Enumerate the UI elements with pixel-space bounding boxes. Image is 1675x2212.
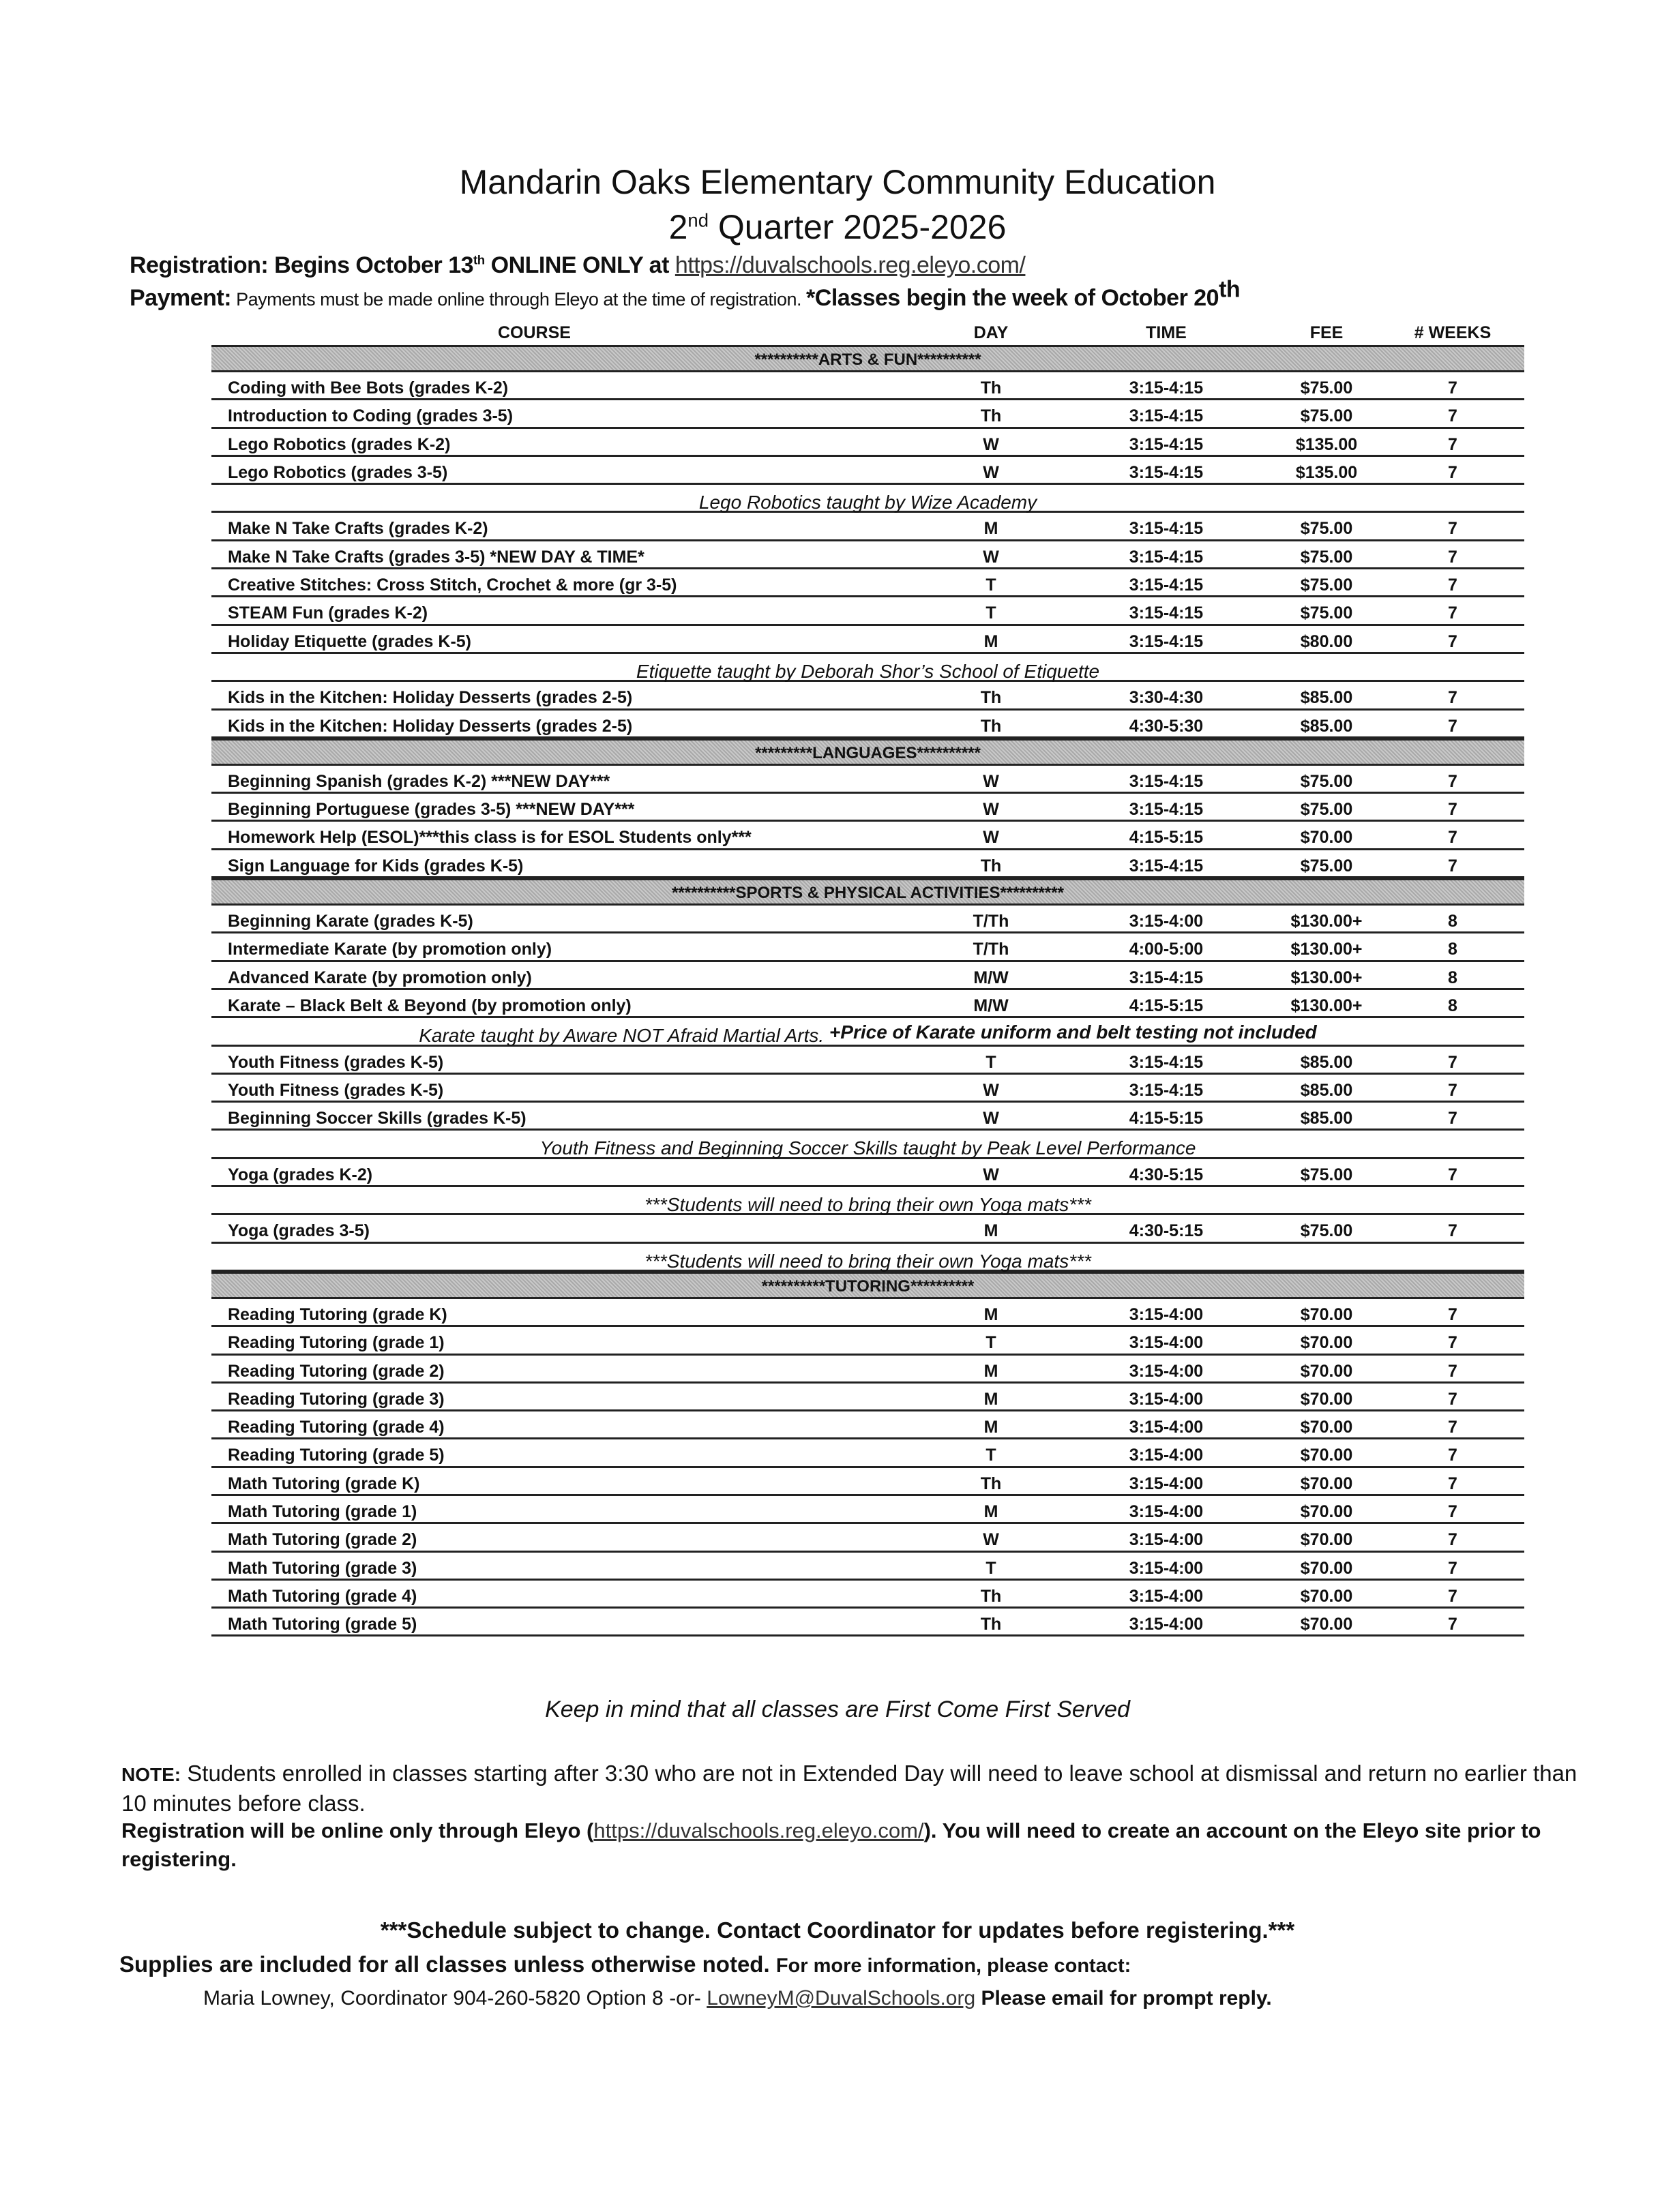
time-cell: 3:15-4:00 (1129, 1615, 1204, 1634)
day-cell: M (983, 1418, 998, 1437)
first-come-note: Keep in mind that all classes are First Come First Served (545, 1697, 1130, 1722)
fee-cell: $70.00 (1300, 1446, 1353, 1465)
weeks-cell: 7 (1448, 1389, 1457, 1409)
registration-note (121, 1817, 1588, 1874)
note-text: Students enrolled in classes starting after 3:30 who are not in Extended Day will need to leave school at dismissal and return no earlier than 10 minutes before class. (121, 1761, 1577, 1816)
dismissal-note (121, 1759, 1588, 1818)
course-cell: Make N Take Crafts (grades K-2) (228, 519, 488, 539)
weeks-cell: 7 (1448, 1109, 1457, 1129)
weeks-cell: 8 (1448, 912, 1457, 931)
course-cell: Beginning Soccer Skills (grades K-5) (228, 1109, 527, 1129)
time-cell: 3:15-4:15 (1129, 406, 1204, 426)
time-cell: 3:15-4:15 (1129, 434, 1204, 454)
table-row (211, 906, 1524, 933)
day-cell: M/W (973, 996, 1009, 1015)
day-cell: M (983, 1501, 998, 1521)
note-text (636, 657, 1100, 682)
time-cell: 3:15-4:15 (1129, 462, 1204, 482)
time-cell: 4:15-5:15 (1129, 828, 1204, 848)
time-cell: 3:15-4:00 (1129, 1446, 1204, 1465)
note-main-text: ***Students will need to bring their own Yoga mats*** (644, 1250, 1091, 1272)
col-header-fee: FEE (1309, 323, 1344, 342)
course-cell: Lego Robotics (grades K-2) (228, 434, 451, 454)
day-cell: T (985, 1333, 996, 1353)
table-row (211, 1327, 1524, 1355)
table-body (211, 345, 1524, 1636)
section-title: **********TUTORING********** (761, 1276, 975, 1296)
weeks-cell: 7 (1448, 1586, 1457, 1606)
course-cell: Math Tutoring (grade K) (228, 1474, 420, 1493)
note-main-text: Youth Fitness and Beginning Soccer Skills taught by Peak Level Performance (539, 1137, 1196, 1159)
time-cell: 3:30-4:30 (1129, 688, 1204, 708)
col-header-course: COURSE (498, 323, 571, 342)
day-cell: T/Th (973, 940, 1009, 959)
weeks-cell: 7 (1448, 1080, 1457, 1100)
day-cell: M (983, 1304, 998, 1324)
schedule-change-notice: ***Schedule subject to change. Contact Coordinator for updates before registering.*** (380, 1917, 1295, 1943)
supplies-note (119, 1952, 1131, 1977)
course-cell: Introduction to Coding (grades 3-5) (228, 406, 514, 426)
course-cell: Homework Help (ESOL)***this class is for ESOL Students only*** (228, 828, 752, 848)
table-row (211, 1553, 1524, 1581)
weeks-cell: 7 (1448, 1474, 1457, 1493)
course-cell: Reading Tutoring (grade 2) (228, 1361, 445, 1381)
course-cell: Sign Language for Kids (grades K-5) (228, 856, 524, 876)
day-cell: W (983, 462, 999, 482)
day-cell: W (983, 547, 999, 567)
table-row (211, 1609, 1524, 1636)
weeks-cell: 7 (1448, 1304, 1457, 1324)
time-cell: 4:30-5:15 (1129, 1221, 1204, 1241)
day-cell: M (983, 1389, 998, 1409)
col-header-weeks: # WEEKS (1414, 323, 1492, 342)
day-cell: Th (980, 856, 1002, 876)
table-row (211, 1524, 1524, 1552)
page-title: Mandarin Oaks Elementary Community Education (459, 163, 1216, 201)
course-cell: Math Tutoring (grade 2) (228, 1530, 417, 1550)
col-header-time: TIME (1146, 323, 1187, 342)
day-cell: W (983, 800, 999, 820)
course-cell: Intermediate Karate (by promotion only) (228, 940, 552, 959)
course-cell: Reading Tutoring (grade 3) (228, 1389, 445, 1409)
time-cell: 3:15-4:15 (1129, 856, 1204, 876)
time-cell: 3:15-4:15 (1129, 603, 1204, 623)
time-cell: 4:30-5:15 (1129, 1165, 1204, 1184)
fee-cell: $70.00 (1300, 1501, 1353, 1521)
time-cell: 4:15-5:15 (1129, 996, 1204, 1015)
course-cell: Reading Tutoring (grade 4) (228, 1418, 445, 1437)
course-cell: Creative Stitches: Cross Stitch, Crochet & more (gr 3-5) (228, 576, 677, 595)
weeks-cell: 7 (1448, 576, 1457, 595)
quarter-number: 2 (668, 208, 688, 246)
time-cell: 3:15-4:15 (1129, 771, 1204, 791)
table-row (211, 1439, 1524, 1467)
table-row (211, 429, 1524, 457)
weeks-cell: 7 (1448, 603, 1457, 623)
table-row (211, 1075, 1524, 1103)
fee-cell: $130.00+ (1290, 968, 1363, 987)
day-cell: M (983, 1361, 998, 1381)
schedule-table (211, 318, 1524, 1636)
section-header (211, 738, 1524, 766)
weeks-cell: 7 (1448, 1333, 1457, 1353)
fee-cell: $70.00 (1300, 1389, 1353, 1409)
course-cell: Math Tutoring (grade 5) (228, 1615, 417, 1634)
note-bold-text: +Price of Karate uniform and belt testing not included (829, 1021, 1317, 1043)
table-row (211, 569, 1524, 597)
time-cell: 3:15-4:15 (1129, 1080, 1204, 1100)
quarter-text: Quarter 2025-2026 (709, 208, 1007, 246)
time-cell: 3:15-4:00 (1129, 1501, 1204, 1521)
time-cell: 4:30-5:30 (1129, 716, 1204, 736)
fee-cell: $85.00 (1300, 688, 1353, 708)
course-cell: Yoga (grades K-2) (228, 1165, 373, 1184)
fee-cell: $70.00 (1300, 1418, 1353, 1437)
fee-cell: $80.00 (1300, 631, 1353, 651)
instructor-note-row (211, 1244, 1524, 1272)
fee-cell: $70.00 (1300, 1361, 1353, 1381)
fee-cell: $70.00 (1300, 1586, 1353, 1606)
table-row (211, 1159, 1524, 1187)
fee-cell: $130.00+ (1290, 912, 1363, 931)
table-row (211, 1384, 1524, 1411)
fee-cell: $75.00 (1300, 406, 1353, 426)
time-cell: 3:15-4:15 (1129, 378, 1204, 398)
col-header-day: DAY (973, 323, 1009, 342)
table-row (211, 962, 1524, 990)
course-cell: Reading Tutoring (grade K) (228, 1304, 447, 1324)
day-cell: M/W (973, 968, 1009, 987)
fee-cell: $70.00 (1300, 1304, 1353, 1324)
contact-text: Maria Lowney, Coordinator 904-260-5820 Option 8 -or- (203, 1987, 707, 2009)
note-main-text: Karate taught by Aware NOT Afraid Martial Arts. (419, 1025, 829, 1047)
table-row (211, 850, 1524, 878)
course-cell: Holiday Etiquette (grades K-5) (228, 631, 471, 651)
weeks-cell: 7 (1448, 1052, 1457, 1072)
time-cell: 3:15-4:00 (1129, 1474, 1204, 1493)
registration-suffix: th (473, 252, 485, 267)
fee-cell: $130.00+ (1290, 940, 1363, 959)
day-cell: T (985, 1558, 996, 1578)
instructor-note-row (211, 1131, 1524, 1159)
fee-cell: $85.00 (1300, 716, 1353, 736)
weeks-cell: 7 (1448, 1446, 1457, 1465)
course-cell: Lego Robotics (grades 3-5) (228, 462, 448, 482)
day-cell: T (985, 1446, 996, 1465)
table-row (211, 990, 1524, 1018)
fee-cell: $135.00 (1295, 434, 1358, 454)
weeks-cell: 7 (1448, 631, 1457, 651)
weeks-cell: 7 (1448, 1418, 1457, 1437)
registration-note-after: ). You will need to create an account on the Eleyo site prior to registering. (121, 1819, 1541, 1871)
payment-line (130, 276, 1241, 312)
time-cell: 3:15-4:15 (1129, 968, 1204, 987)
weeks-cell: 7 (1448, 1530, 1457, 1550)
course-cell: Make N Take Crafts (grades 3-5) *NEW DAY & TIME* (228, 547, 644, 567)
table-row (211, 541, 1524, 569)
weeks-cell: 7 (1448, 828, 1457, 848)
quarter-subtitle (0, 207, 1675, 247)
course-cell: Reading Tutoring (grade 1) (228, 1333, 445, 1353)
table-row (211, 1356, 1524, 1384)
fee-cell: $75.00 (1300, 519, 1353, 539)
table-row (211, 626, 1524, 654)
more-info-text: For more information, please contact: (775, 1955, 1131, 1977)
registration-label: Registration: Begins October 13 (130, 252, 474, 278)
contact-email-link[interactable]: LowneyM@DuvalSchools.org (707, 1987, 976, 2009)
fee-cell: $75.00 (1300, 1221, 1353, 1241)
weeks-cell: 8 (1448, 968, 1457, 987)
table-row (211, 1496, 1524, 1524)
fee-cell: $75.00 (1300, 856, 1353, 876)
weeks-cell: 7 (1448, 1558, 1457, 1578)
course-cell: Math Tutoring (grade 4) (228, 1586, 417, 1606)
weeks-cell: 7 (1448, 547, 1457, 567)
note-text (539, 1134, 1196, 1159)
fee-cell: $85.00 (1300, 1080, 1353, 1100)
weeks-cell: 7 (1448, 406, 1457, 426)
day-cell: W (983, 1080, 999, 1100)
note-main-text: Etiquette taught by Deborah Shor’s School of Etiquette (636, 660, 1100, 682)
course-cell: Coding with Bee Bots (grades K-2) (228, 378, 509, 398)
weeks-cell: 7 (1448, 688, 1457, 708)
table-row (211, 1047, 1524, 1075)
weeks-cell: 8 (1448, 940, 1457, 959)
day-cell: W (983, 434, 999, 454)
time-cell: 3:15-4:15 (1129, 800, 1204, 820)
course-cell: Youth Fitness (grades K-5) (228, 1052, 444, 1072)
table-row (211, 1299, 1524, 1327)
time-cell: 3:15-4:00 (1129, 1586, 1204, 1606)
contact-reply-note: Please email for prompt reply. (975, 1987, 1272, 2009)
day-cell: Th (980, 406, 1002, 426)
time-cell: 3:15-4:00 (1129, 1389, 1204, 1409)
course-cell: Beginning Karate (grades K-5) (228, 912, 473, 931)
day-cell: M (983, 519, 998, 539)
weeks-cell: 8 (1448, 996, 1457, 1015)
classes-begin-text: *Classes begin the week of October 20 (806, 285, 1219, 311)
fee-cell: $75.00 (1300, 1165, 1353, 1184)
table-header (211, 318, 1524, 345)
fee-cell: $70.00 (1300, 1558, 1353, 1578)
quarter-suffix: nd (687, 209, 709, 231)
table-row (211, 1468, 1524, 1496)
table-row (211, 1581, 1524, 1609)
classes-begin-suffix: th (1219, 276, 1241, 303)
fee-cell: $75.00 (1300, 800, 1353, 820)
fee-cell: $75.00 (1300, 603, 1353, 623)
course-cell: Beginning Spanish (grades K-2) ***NEW DAY*** (228, 771, 610, 791)
time-cell: 3:15-4:15 (1129, 631, 1204, 651)
fee-cell: $130.00+ (1290, 996, 1363, 1015)
weeks-cell: 7 (1448, 1615, 1457, 1634)
weeks-cell: 7 (1448, 856, 1457, 876)
day-cell: Th (980, 378, 1002, 398)
table-row (211, 1411, 1524, 1439)
table-row (211, 766, 1524, 794)
table-row (211, 372, 1524, 400)
note-text (419, 1021, 1317, 1047)
time-cell: 4:00-5:00 (1129, 940, 1204, 959)
time-cell: 3:15-4:00 (1129, 1333, 1204, 1353)
day-cell: T (985, 576, 996, 595)
day-cell: Th (980, 688, 1002, 708)
supplies-text: Supplies are included for all classes unless otherwise noted. (119, 1952, 776, 1977)
day-cell: Th (980, 1586, 1002, 1606)
fee-cell: $70.00 (1300, 1615, 1353, 1634)
fee-cell: $135.00 (1295, 462, 1358, 482)
table-row (211, 513, 1524, 541)
fee-cell: $75.00 (1300, 378, 1353, 398)
section-title: **********SPORTS & PHYSICAL ACTIVITIES********** (672, 884, 1064, 903)
course-cell: STEAM Fun (grades K-2) (228, 603, 428, 623)
table-row (211, 400, 1524, 428)
fee-cell: $75.00 (1300, 576, 1353, 595)
course-cell: Beginning Portuguese (grades 3-5) ***NEW DAY*** (228, 800, 635, 820)
weeks-cell: 7 (1448, 378, 1457, 398)
course-cell: Math Tutoring (grade 3) (228, 1558, 417, 1578)
note-text (644, 1191, 1091, 1216)
course-cell: Youth Fitness (grades K-5) (228, 1080, 444, 1100)
instructor-note-row (211, 654, 1524, 682)
course-cell: Yoga (grades 3-5) (228, 1221, 370, 1241)
registration-note-link[interactable]: https://duvalschools.reg.eleyo.com/ (593, 1819, 924, 1842)
note-text (644, 1247, 1091, 1272)
day-cell: W (983, 1165, 999, 1184)
weeks-cell: 7 (1448, 800, 1457, 820)
day-cell: W (983, 771, 999, 791)
day-cell: M (983, 1221, 998, 1241)
fee-cell: $85.00 (1300, 1052, 1353, 1072)
day-cell: Th (980, 1474, 1002, 1493)
table-row (211, 794, 1524, 822)
course-cell: Kids in the Kitchen: Holiday Desserts (grades 2-5) (228, 688, 633, 708)
time-cell: 3:15-4:00 (1129, 1304, 1204, 1324)
course-cell: Math Tutoring (grade 1) (228, 1501, 417, 1521)
time-cell: 3:15-4:15 (1129, 547, 1204, 567)
time-cell: 3:15-4:15 (1129, 1052, 1204, 1072)
fee-cell: $75.00 (1300, 547, 1353, 567)
course-cell: Karate – Black Belt & Beyond (by promotion only) (228, 996, 632, 1015)
registration-line (130, 252, 1025, 279)
day-cell: W (983, 828, 999, 848)
section-header (211, 878, 1524, 906)
fee-cell: $70.00 (1300, 1333, 1353, 1353)
table-row (211, 822, 1524, 850)
weeks-cell: 7 (1448, 1221, 1457, 1241)
day-cell: Th (980, 716, 1002, 736)
fee-cell: $70.00 (1300, 1474, 1353, 1493)
note-text (698, 488, 1037, 513)
instructor-note-row (211, 485, 1524, 513)
weeks-cell: 7 (1448, 519, 1457, 539)
registration-note-before: Registration will be online only through Eleyo ( (121, 1819, 594, 1842)
table-row (211, 933, 1524, 961)
fee-cell: $75.00 (1300, 771, 1353, 791)
registration-link[interactable]: https://duvalschools.reg.eleyo.com/ (675, 252, 1026, 278)
table-row (211, 597, 1524, 625)
section-header (211, 1272, 1524, 1299)
day-cell: T (985, 603, 996, 623)
fee-cell: $85.00 (1300, 1109, 1353, 1129)
time-cell: 3:15-4:15 (1129, 519, 1204, 539)
fee-cell: $70.00 (1300, 1530, 1353, 1550)
time-cell: 4:15-5:15 (1129, 1109, 1204, 1129)
day-cell: W (983, 1530, 999, 1550)
day-cell: T (985, 1052, 996, 1072)
weeks-cell: 7 (1448, 1165, 1457, 1184)
weeks-cell: 7 (1448, 434, 1457, 454)
time-cell: 3:15-4:15 (1129, 576, 1204, 595)
note-label: NOTE: (121, 1764, 181, 1785)
table-row (211, 1103, 1524, 1131)
instructor-note-row (211, 1187, 1524, 1215)
table-row (211, 682, 1524, 710)
day-cell: W (983, 1109, 999, 1129)
payment-label: Payment: (130, 285, 232, 311)
note-main-text: Lego Robotics taught by Wize Academy (698, 492, 1037, 513)
fee-cell: $70.00 (1300, 828, 1353, 848)
weeks-cell: 7 (1448, 771, 1457, 791)
course-cell: Kids in the Kitchen: Holiday Desserts (grades 2-5) (228, 716, 633, 736)
section-header (211, 345, 1524, 372)
weeks-cell: 7 (1448, 716, 1457, 736)
course-cell: Reading Tutoring (grade 5) (228, 1446, 445, 1465)
note-main-text: ***Students will need to bring their own Yoga mats*** (644, 1194, 1091, 1216)
registration-online-only: ONLINE ONLY at (484, 252, 675, 278)
weeks-cell: 7 (1448, 1361, 1457, 1381)
time-cell: 3:15-4:00 (1129, 1418, 1204, 1437)
table-row (211, 1215, 1524, 1243)
day-cell: Th (980, 1615, 1002, 1634)
course-cell: Advanced Karate (by promotion only) (228, 968, 532, 987)
section-title: *********LANGUAGES********** (755, 743, 981, 762)
table-row (211, 457, 1524, 485)
day-cell: T/Th (973, 912, 1009, 931)
weeks-cell: 7 (1448, 1501, 1457, 1521)
instructor-note-row (211, 1018, 1524, 1046)
table-row (211, 711, 1524, 738)
time-cell: 3:15-4:00 (1129, 1530, 1204, 1550)
time-cell: 3:15-4:00 (1129, 1361, 1204, 1381)
contact-line (203, 1987, 1272, 2010)
weeks-cell: 7 (1448, 462, 1457, 482)
time-cell: 3:15-4:00 (1129, 1558, 1204, 1578)
time-cell: 3:15-4:00 (1129, 912, 1204, 931)
payment-text: Payments must be made online through Eleyo at the time of registration. (231, 289, 807, 310)
day-cell: M (983, 631, 998, 651)
section-title: **********ARTS & FUN********** (754, 350, 981, 369)
